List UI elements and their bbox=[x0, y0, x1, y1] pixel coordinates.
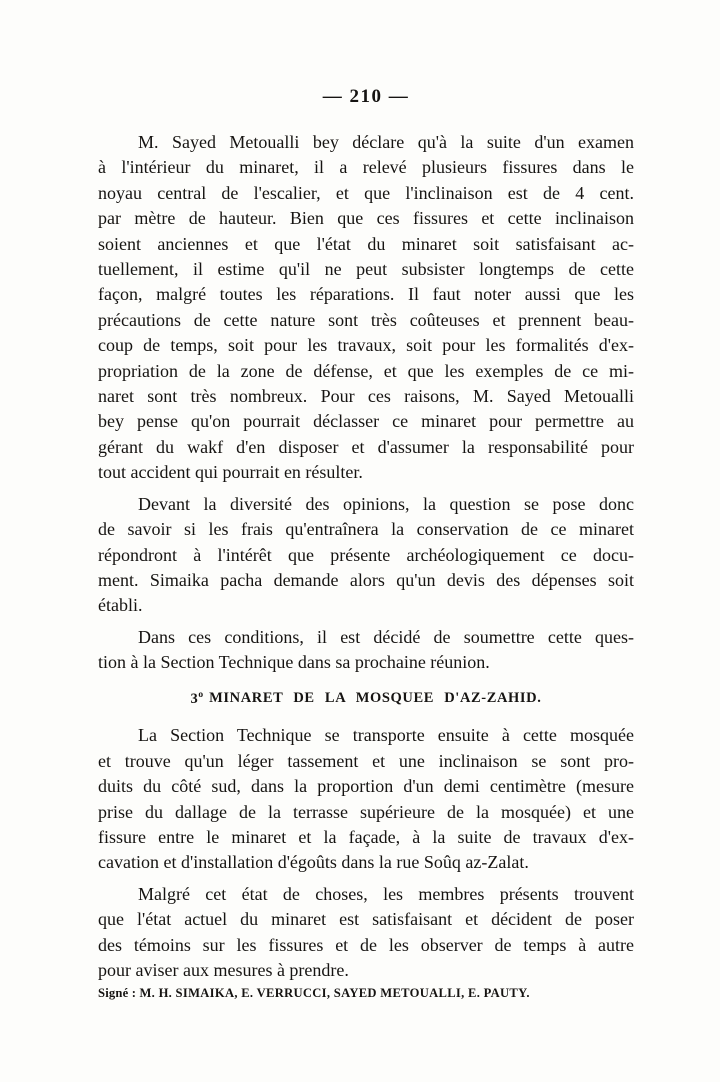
text-line: naret sont très nombreux. Pour ces raisons, M. Sayed Metoualli bbox=[98, 386, 634, 407]
text-line: prise du dallage de la terrasse supérieure de la mosquée) et une bbox=[98, 801, 634, 822]
text-line: pour aviser aux mesures à prendre. bbox=[98, 960, 349, 981]
section-heading bbox=[98, 690, 634, 708]
text-line: soient anciennes et que l'état du minaret soit satisfaisant ac- bbox=[98, 233, 634, 254]
text-line: que l'état actuel du minaret est satisfaisant et décident de poser bbox=[98, 909, 634, 930]
signature-names: M. H. SIMAIKA, E. VERRUCCI, SAYED METOUALLI, E. PAUTY. bbox=[139, 986, 530, 1001]
paragraph bbox=[98, 492, 634, 619]
text-line: Malgré cet état de choses, les membres présents trouvent bbox=[138, 883, 634, 904]
paragraph bbox=[98, 130, 634, 486]
heading-ordinal: o bbox=[198, 689, 204, 700]
paragraph bbox=[98, 882, 634, 984]
text-line: précautions de cette nature sont très coûteuses et prennent beau- bbox=[98, 309, 634, 330]
page-number: — 210 — bbox=[322, 86, 410, 107]
text-line: tuellement, il estime qu'il ne peut subsister longtemps de cette bbox=[98, 259, 634, 280]
text-line: M. Sayed Metoualli bey déclare qu'à la suite d'un examen bbox=[138, 132, 634, 152]
paragraph bbox=[98, 625, 634, 676]
text-line: des témoins sur les fissures et de les observer de temps à autre bbox=[98, 934, 634, 955]
heading-title: MINARET DE LA MOSQUEE D'AZ-ZAHID. bbox=[209, 690, 542, 707]
text-line: répondront à l'intérêt que présente archéologiquement ce docu- bbox=[98, 544, 634, 565]
signature-label: Signé : bbox=[98, 986, 140, 1001]
text-line: duits du côté sud, dans la proportion d'un demi centimètre (mesure bbox=[98, 776, 634, 797]
text-line: façon, malgré toutes les réparations. Il faut noter aussi que les bbox=[98, 284, 634, 305]
text-line: et trouve qu'un léger tassement et une inclinaison se sont pro- bbox=[98, 750, 634, 771]
text-line: tion à la Section Technique dans sa prochaine réunion. bbox=[98, 652, 490, 673]
page-body bbox=[98, 130, 634, 1001]
text-line: par mètre de hauteur. Bien que ces fissures et cette inclinaison bbox=[98, 208, 634, 229]
paragraph bbox=[98, 723, 634, 875]
text-line: établi. bbox=[98, 595, 143, 616]
signature-line bbox=[98, 986, 634, 1001]
text-line: coup de temps, soit pour les travaux, soit pour les formalités d'ex- bbox=[98, 335, 634, 356]
text-line: bey pense qu'on pourrait déclasser ce minaret pour permettre au bbox=[98, 411, 634, 432]
text-block bbox=[98, 86, 634, 1001]
text-line: à l'intérieur du minaret, il a relevé plusieurs fissures dans le bbox=[98, 157, 634, 178]
text-line: fissure entre le minaret et la façade, à la suite de travaux d'ex- bbox=[98, 826, 634, 847]
text-line: propriation de la zone de défense, et que les exemples de ce mi- bbox=[98, 360, 634, 381]
heading-number: 3 bbox=[190, 690, 199, 707]
text-line: ment. Simaika pacha demande alors qu'un devis des dépenses soit bbox=[98, 569, 634, 590]
text-line: Dans ces conditions, il est décidé de soumettre cette ques- bbox=[138, 626, 634, 647]
text-line: tout accident qui pourrait en résulter. bbox=[98, 462, 363, 483]
text-line: La Section Technique se transporte ensuite à cette mosquée bbox=[138, 725, 634, 746]
text-line: Devant la diversité des opinions, la question se pose donc bbox=[138, 493, 634, 514]
text-line: cavation et d'installation d'égoûts dans la rue Soûq az-Zalat. bbox=[98, 852, 529, 873]
text-line: de savoir si les frais qu'entraînera la conservation de ce minaret bbox=[98, 519, 634, 540]
text-line: noyau central de l'escalier, et que l'inclinaison est de 4 cent. bbox=[98, 182, 634, 203]
text-line: gérant du wakf d'en disposer et d'assumer la responsabilité pour bbox=[98, 436, 634, 457]
